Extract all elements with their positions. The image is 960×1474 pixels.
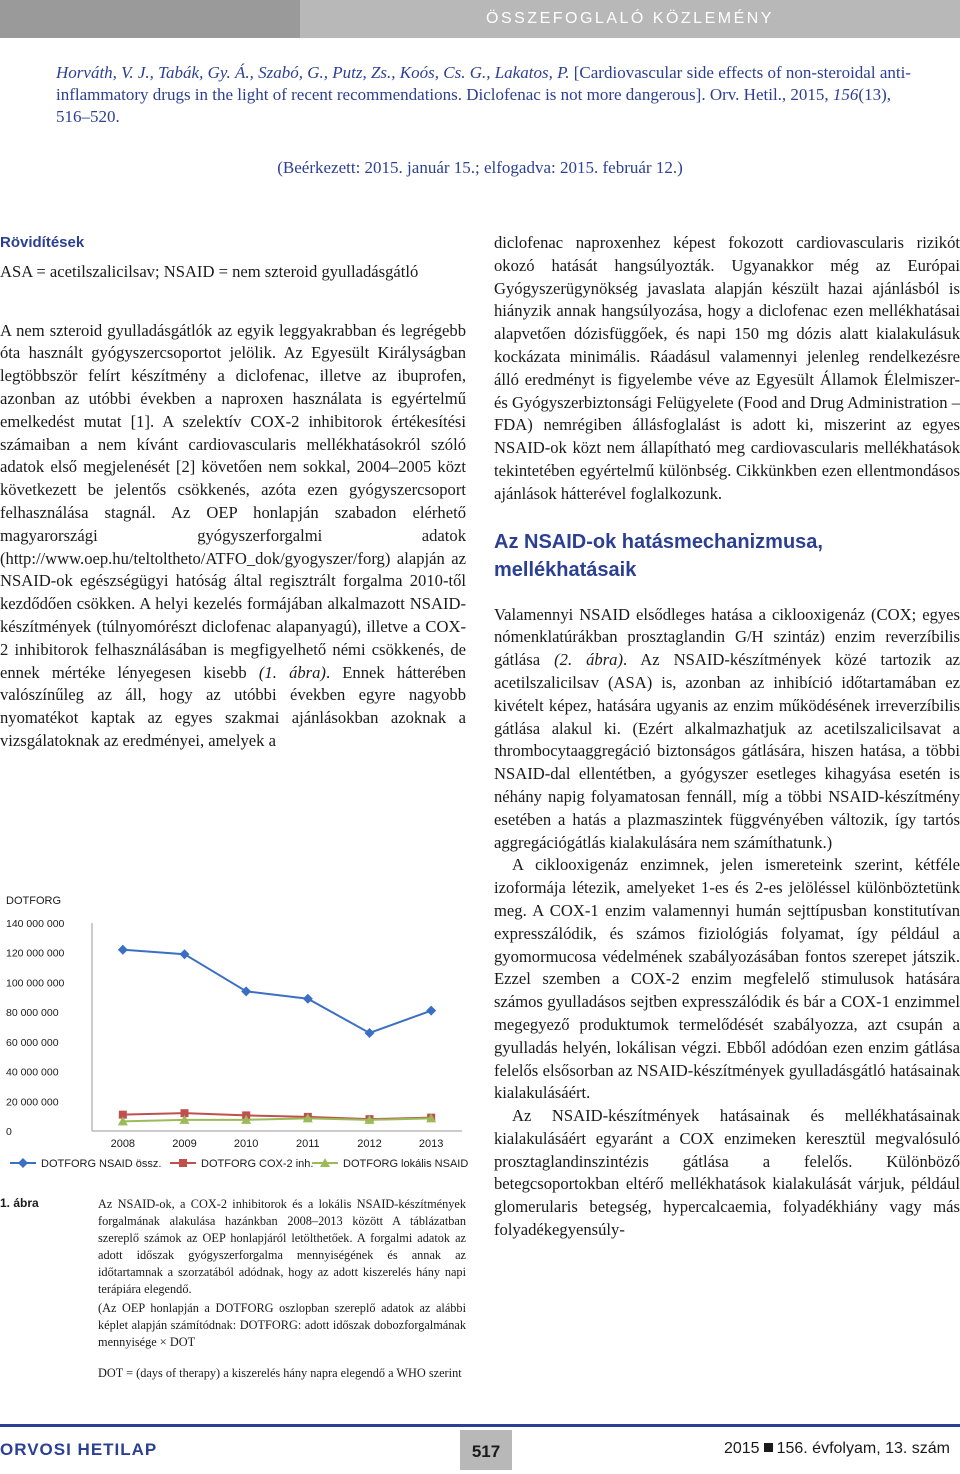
- figure-1-reference: (1. ábra): [258, 662, 326, 682]
- legend-marker-1: [179, 1159, 187, 1167]
- abbreviations-text: ASA = acetilszalicilsav; NSAID = nem szteroid gyulladásgátló: [0, 261, 419, 281]
- right-paragraph-2b: . Az NSAID-készítmények közé tartozik az acetilszalicilsav (ASA) is, azonban az inhibíció időtartamában ez kivételt képez, hatására ugyanis az enzim működésének irreverzíbilis gátlása alakul ki. (Ezért alkalmazhatjuk az acetilszalicilsavat a thrombocytaaggregáció biztonságos gátlására, hiszen hatása, a többi NSAID-dal ellentétben, a gyógyszer esetleges kihagyása esetén is néhány napig folyamatosan fennáll, míg a többi NSAID-készítmény esetében a hatás a plazmaszintek függvényében változik, így tartós aggregációgátlás kialakulására nem számíthatunk.): [494, 650, 960, 852]
- legend-label-2: DOTFORG lokális NSAID: [343, 1158, 469, 1170]
- x-tick-label: 2009: [172, 1138, 197, 1150]
- x-tick-label: 2013: [418, 1138, 444, 1150]
- y-tick-label: 120 000 000: [6, 947, 65, 960]
- y-tick-label: 140 000 000: [6, 918, 65, 930]
- right-paragraph-1: diclofenac naproxenhez képest fokozott cardiovascularis rizikót okozó hatását hangsúlyozták. Ugyanakkor még az Európai Gyógyszerügynökség javaslata alapján készült hazai ajánlásból is hiányzik annak hangsúlyozása, hogy a diclofenac ezen mellékhatásai alapvetően dózisfüggőek, és napi 150 mg dózis alatt kialakulásuk kockázata minimális. Ráadásul valamennyi jelenleg rendelkezésre álló eredményt is figyelembe véve az Egyesült Államok Élelmiszer- és Gyógyszerbiztonsági Felügyelete (Food and Drug Administration – FDA) nemrégiben állásfoglalást is adott ki, miszerint az egyes NSAID-ok közt nem állapítható meg cardiovascularis mellékhatások tekintetében egyértelmű különbség. Cikkünkben ezen ellentmondásos ajánlások hátterével foglalkozunk.: [494, 233, 960, 503]
- y-tick-label: 40 000 000: [6, 1066, 59, 1079]
- series-line-2: [123, 1118, 431, 1121]
- section-heading: Az NSAID-ok hatásmechanizmusa, mellékhatásaik: [494, 530, 823, 581]
- citation-volume: 156: [832, 85, 859, 104]
- y-tick-label: 80 000 000: [6, 1007, 59, 1020]
- x-tick-label: 2011: [296, 1138, 320, 1150]
- y-tick-label: 60 000 000: [6, 1036, 59, 1049]
- data-point-nsaid: [118, 945, 128, 955]
- received-dates: (Beérkezett: 2015. január 15.; elfogadva: 2015. február 12.): [277, 158, 683, 177]
- y-tick-label: 20 000 000: [6, 1096, 59, 1109]
- header-dark-block: [0, 0, 300, 38]
- dotforg-line-chart: [0, 880, 480, 1180]
- legend-label-0: DOTFORG NSAID össz.: [41, 1158, 162, 1170]
- citation-pages: (13), 516–520.: [56, 85, 891, 126]
- figure-label: 1. ábra: [0, 1196, 39, 1210]
- abbreviations-heading: Rövidítések: [0, 234, 85, 251]
- citation-text: [Cardiovascular side effects of non-steroidal anti-inflammatory drugs in the light of recent recommendations. Diclofenac is not more dangerous]. Orv. Hetil., 2015,: [56, 63, 911, 104]
- figure-caption-p1: Az NSAID-ok, a COX-2 inhibitorok és a lokális NSAID-készítmények forgalmának alakulása hazánkban 2008–2013 között A táblázatban szereplő számok az OEP honlapjáról letölthetőek. A forgalmi adatok az adott időszak gyógyszerforgalma mennyiségének és annak az időtartamnak a szorzatából adódnak, hogy az adott kiszerelés hány napi terápiára elegendő.: [98, 1197, 466, 1296]
- left-paragraph: [0, 320, 466, 753]
- square-bullet-icon: [764, 1443, 773, 1452]
- data-point-nsaid: [241, 986, 251, 996]
- data-point-nsaid: [180, 949, 190, 959]
- right-paragraph-2: [494, 604, 960, 855]
- data-point-nsaid: [303, 994, 313, 1004]
- x-tick-label: 2010: [233, 1138, 259, 1150]
- figure-caption-p2: (Az OEP honlapján a DOTFORG oszlopban szereplő adatok az alábbi képlet alapján számítódnak: DOTFORG: adott időszak dobozforgalmának mennyisége × DOT: [98, 1301, 466, 1349]
- figure-caption-p3: DOT = (days of therapy) a kiszerelés hány napra elegendő a WHO szerint: [98, 1366, 462, 1380]
- journal-name: ORVOSI HETILAP: [0, 1440, 158, 1459]
- figure-caption: [98, 1196, 466, 1384]
- header-bar: [0, 0, 960, 38]
- left-paragraph-text: A nem szteroid gyulladásgátlók az egyik leggyakrabban és legrégebb óta használt gyógyszercsoportot jelölik. Az Egyesült Királyságban legtöbbször felírt készítmény a diclofenac, illetve az ibuprofen, azonban az utóbbi években a naproxen használata is egyértelmű emelkedést mutat [1]. A szelektív COX-2 inhibitorok értékesítési számaiban a nem kívánt cardiovascularis mellékhatásokról szóló adatok első megjelenését [2] követően nem sokkal, 2004–2005 közt következett be jelentős csökkenés, azóta ezen gyógyszercsoport felhasználása stagnál. Az OEP honlapján szabadon elérhető magyarországi gyógyszerforgalmi adatok (http://www.oep.hu/teltoltheto/ATFO_dok/gyogyszer/forg) alapján az NSAID-ok egészségügyi hatóság által regisztrált forgalma 2010-től kezdődően csökken. A helyi kezelés formájában alkalmazott NSAID-készítmények (túlnyomórészt diclofenac alapanyagú), illetve a COX-2 inhibitorok felhasználásában is megfigyelhető némi csökkenés, de ennek mértéke lényegesen kisebb: [0, 320, 466, 682]
- issue-info: [724, 1440, 950, 1458]
- y-tick-label: 100 000 000: [6, 977, 65, 990]
- y-axis-label: DOTFORG: [6, 895, 61, 907]
- right-paragraph-2a: Valamennyi NSAID elsődleges hatása a ciklooxigenáz (COX; egyes nómenklatúrákban prosztaglandin G/H szintáz) enzim reverzíbilis gátlása: [494, 604, 960, 670]
- left-column: [0, 232, 466, 753]
- right-paragraph-3: A ciklooxigenáz enzimnek, jelen ismereteink szerint, kétféle izoformája létezik, amelyeket 1-es és 2-es jelöléssel különböztetünk meg. A COX-1 enzim valamennyi humán sejttípusban konstitutívan expresszálódik, és számos fiziológiás folyamat, így például a gyomormucosa védelmének szabályozásában fontos szerepet játszik. Ezzel szemben a COX-2 enzim megfelelő stimulusok hatására számos gyulladásos sejtben expresszálódik és bár a COX-1 enzimmel megegyező produktumok termelődését szabályozza, azt csupán a gyulladás helyén, lokálisan végzi. Ebből adódóan ezen enzim gátlása felelős elsősorban az NSAID-készítmények gyulladásgátló hatásainak kialakulásáért.: [494, 855, 960, 1103]
- section-type-title: ÖSSZEFOGLALÓ KÖZLEMÉNY: [486, 10, 774, 27]
- legend-label-1: DOTFORG COX-2 inh.: [201, 1158, 314, 1170]
- footer-rule: [0, 1424, 960, 1427]
- data-point-nsaid: [365, 1028, 375, 1038]
- right-column: [494, 232, 960, 1242]
- x-tick-label: 2012: [357, 1138, 382, 1150]
- left-paragraph-end: . Ennek hátterében valószínűleg az áll, hogy az utóbbi években egyre nagyobb nyomatékot kaptak az egyes szakmai ajánlásokban azoknak a vizsgálatoknak az eredményei, amelyek a: [0, 662, 466, 750]
- citation-authors: Horváth, V. J., Tabák, Gy. Á., Szabó, G., Putz, Zs., Koós, Cs. G., Lakatos, P.: [56, 63, 570, 82]
- issue-volume: 156. évfolyam, 13. szám: [776, 1440, 950, 1457]
- citation: [56, 62, 916, 128]
- x-tick-label: 2008: [110, 1138, 136, 1150]
- page-number: 517: [460, 1430, 512, 1470]
- right-paragraph-4: Az NSAID-készítmények hatásainak és mellékhatásainak kialakulásáért egyaránt a COX enzimeken keresztül megvalósuló prosztaglandinszintézis gátlása a felelős. Különböző betegcsoportokban eltérő mellékhatások kialakulását várjuk, például glomerularis betegség, hypercalcaemia, folyadékhiány vagy más folyadékegyensúly-: [494, 1106, 960, 1240]
- data-point-nsaid: [426, 1006, 436, 1016]
- issue-year: 2015: [723, 1440, 760, 1457]
- series-line-0: [123, 950, 431, 1033]
- y-tick-label: 0: [6, 1126, 12, 1138]
- figure-2-reference: (2. ábra): [554, 650, 624, 670]
- legend-marker-0: [18, 1158, 28, 1168]
